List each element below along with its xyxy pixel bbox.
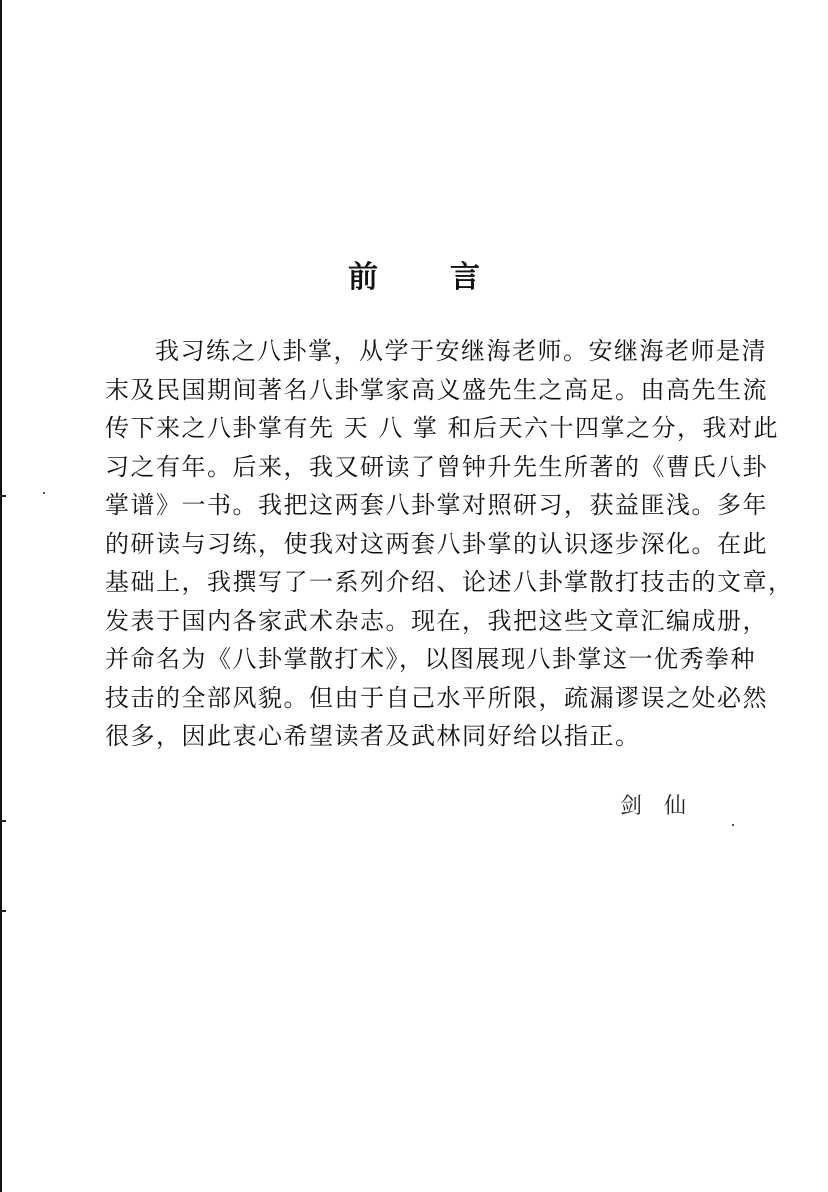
page-left-edge <box>0 0 2 1192</box>
text-line: 发表于国内各家武术杂志。现在，我把这些文章汇编成册， <box>105 606 768 635</box>
text-line: 传下来之八卦掌有先 天 八 掌 和后天六十四掌之分，我对此 <box>105 414 780 442</box>
page-title: 前言 <box>348 260 552 295</box>
text-line: 掌谱》一书。我把这两套八卦掌对照研习，获益匪浅。多年 <box>105 491 768 519</box>
text-line: 末及民国期间著名八卦掌家高义盛先生之高足。由高先生流 <box>105 375 768 404</box>
text-line: 我习练之八卦掌，从学于安继海老师。安继海老师是清 <box>155 337 767 365</box>
text-line: 习之有年。后来，我又研读了曾钟升先生所著的《曹氏八卦 <box>105 452 768 481</box>
scan-speck <box>732 824 734 826</box>
text-line: 并命名为《八卦掌散打术》，以图展现八卦掌这一优秀拳种 <box>105 645 756 673</box>
edge-mark <box>0 820 6 822</box>
preface-body <box>105 332 794 756</box>
text-line: 基础上，我撰写了一系列介绍、论述八卦掌散打技击的文章， <box>105 568 794 596</box>
edge-mark <box>0 495 6 497</box>
edge-mark <box>0 910 6 912</box>
text-line: 的研读与习练，使我对这两套八卦掌的认识逐步深化。在此 <box>105 529 768 558</box>
author-signature: 剑仙 <box>620 794 709 819</box>
text-line: 技击的全部风貌。但由于自己水平所限，疏漏谬误之处必然 <box>105 683 768 712</box>
scan-speck <box>43 492 45 494</box>
text-line: 很多，因此衷心希望读者及武林同好给以指正。 <box>105 722 641 750</box>
